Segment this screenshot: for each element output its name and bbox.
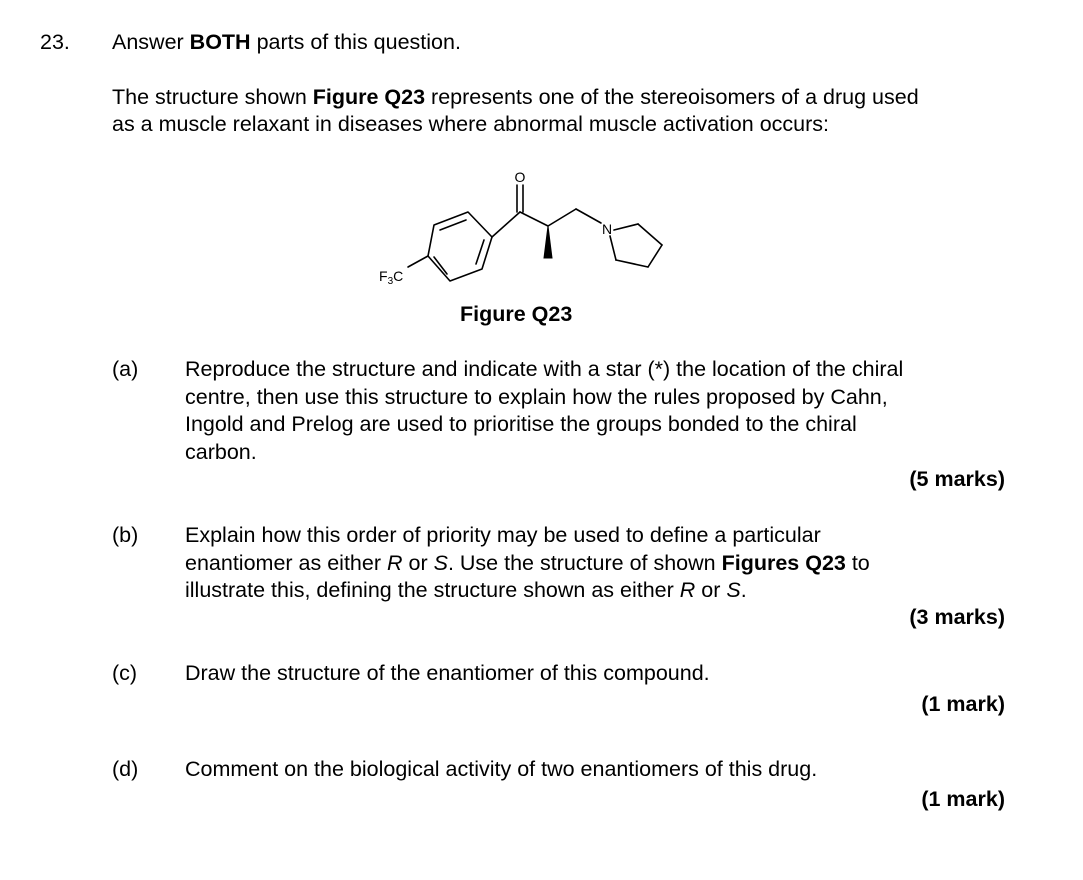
part-a-marks: (5 marks) xyxy=(909,467,1005,491)
intro-text: The structure shown xyxy=(112,85,313,109)
intro-line-1 xyxy=(112,84,919,112)
part-c-text: Draw the structure of the enantiomer of this compound. xyxy=(185,661,710,685)
part-d-text: Comment on the biological activity of two enantiomers of this drug. xyxy=(185,757,818,781)
r-label: R xyxy=(679,578,696,602)
instruction-text: Answer xyxy=(112,30,190,54)
part-b-text-span: or xyxy=(695,578,727,602)
figure-ref: Figures Q23 xyxy=(721,550,846,575)
pyrrolidine-bond xyxy=(614,224,638,230)
oxygen-atom-label: O xyxy=(514,169,526,185)
s-label: S xyxy=(726,578,741,602)
methylene-nitrogen-bond xyxy=(576,209,601,223)
part-a-line: carbon. xyxy=(185,439,257,464)
aromatic-double-bond xyxy=(476,240,484,264)
pyrrolidine-bond xyxy=(638,224,662,245)
question-instruction xyxy=(112,29,461,57)
part-a-line: centre, then use this structure to explain how the rules proposed by Cahn, xyxy=(185,384,888,409)
part-b-text-span: . xyxy=(740,578,747,602)
intro-text-end: represents one of the stereoisomers of a drug used xyxy=(425,85,919,109)
pyrrolidine-bond xyxy=(610,236,616,260)
part-c-marks: (1 mark) xyxy=(921,692,1005,716)
pyrrolidine-bond xyxy=(616,260,648,267)
part-a-line: Ingold and Prelog are used to prioritise the groups bonded to the chiral xyxy=(185,412,857,436)
cf3-group-label xyxy=(379,268,403,287)
part-c-label: (c) xyxy=(112,661,138,685)
part-d-marks: (1 mark) xyxy=(921,787,1005,811)
fluorine-subscript: 3 xyxy=(387,276,394,287)
intro-line-2: as a muscle relaxant in diseases where abnormal muscle activation occurs: xyxy=(112,112,829,136)
chiral-methylene-bond xyxy=(548,209,576,226)
part-a-text xyxy=(185,356,903,466)
carbon-label: C xyxy=(393,268,404,284)
methyl-wedge-bond xyxy=(544,226,552,258)
carbonyl-chiral-bond xyxy=(520,212,548,226)
question-number: 23. xyxy=(40,30,70,54)
r-label: R xyxy=(386,550,403,575)
instruction-emphasis: BOTH xyxy=(189,30,251,54)
part-b-text-span: or xyxy=(402,550,434,575)
part-a-label: (a) xyxy=(112,357,139,381)
part-b-marks: (3 marks) xyxy=(909,605,1005,629)
molecule-structure xyxy=(360,168,680,298)
part-b-text-span: illustrate this, defining the structure shown as either xyxy=(185,578,680,602)
part-b-label: (b) xyxy=(112,523,139,547)
figure-caption: Figure Q23 xyxy=(460,302,573,326)
s-label: S xyxy=(433,550,448,575)
part-a-line: Reproduce the structure and indicate with a star (*) the location of the chiral xyxy=(185,357,904,381)
part-b-text-span: to xyxy=(845,550,870,575)
fluorine-label: F xyxy=(379,268,388,284)
part-b-line xyxy=(185,577,870,605)
ring-cf3-bond xyxy=(408,256,428,267)
part-b-text xyxy=(185,522,870,605)
ring-carbonyl-bond xyxy=(492,212,520,237)
nitrogen-atom-label: N xyxy=(601,221,613,237)
instruction-text-end: parts of this question. xyxy=(250,30,461,54)
part-b-text-span: enantiomer as either xyxy=(185,550,387,575)
pyrrolidine-bond xyxy=(648,245,662,267)
part-b-line: Explain how this order of priority may be used to define a particular xyxy=(185,523,821,547)
part-d-label: (d) xyxy=(112,757,139,781)
intro-figure-ref: Figure Q23 xyxy=(312,85,426,109)
part-b-text-span: . Use the structure of shown xyxy=(447,550,722,575)
part-b-line xyxy=(185,550,870,578)
